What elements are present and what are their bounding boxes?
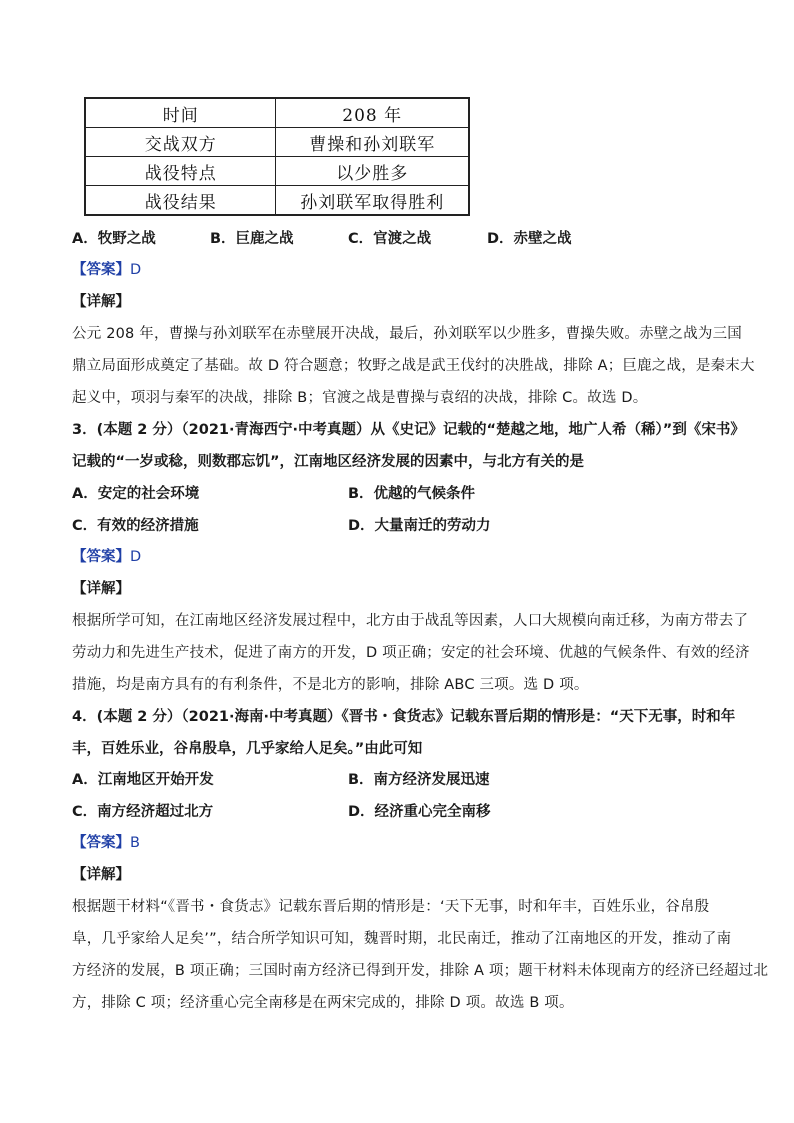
table-row xyxy=(85,157,469,186)
q2-detail-line: 起义中，项羽与秦军的决战，排除 B；官渡之战是曹操与袁绍的决战，排除 C。故选 D。 xyxy=(72,390,648,406)
q2-option-d: D．赤壁之战 xyxy=(487,231,572,247)
q4-option-d: D．经济重心完全南移 xyxy=(348,804,491,820)
table-cell: 时间 xyxy=(85,98,276,128)
q4-option-c: C．南方经济超过北方 xyxy=(72,804,214,820)
q4-detail-line: 方经济的发展，B 项正确；三国时南方经济已得到开发，排除 A 项；题干材料未体现南方的经济已经超过北 xyxy=(72,963,769,979)
q4-stem-line: 丰，百姓乐业，谷帛殷阜，几乎家给人足矣。”由此可知 xyxy=(72,741,423,757)
q2-detail-tag: 【详解】 xyxy=(72,294,130,310)
table-cell: 交战双方 xyxy=(85,128,276,157)
answer-tag: 【答案】 xyxy=(72,262,130,278)
q4-detail-tag: 【详解】 xyxy=(72,867,130,883)
q4-detail-line: 方，排除 C 项；经济重心完全南移是在两宋完成的，排除 D 项。故选 B 项。 xyxy=(72,995,574,1011)
q3-stem-line: 记载的“一岁或稔，则数郡忘饥”，江南地区经济发展的因素中，与北方有关的是 xyxy=(72,454,585,470)
table-cell: 战役结果 xyxy=(85,186,276,216)
answer-tag: 【答案】 xyxy=(72,549,130,565)
answer-tag: 【答案】 xyxy=(72,835,130,851)
q3-option-d: D．大量南迁的劳动力 xyxy=(348,518,491,534)
battle-info-table xyxy=(84,97,470,216)
answer-value: D xyxy=(130,262,142,278)
answer-value: D xyxy=(130,549,142,565)
q3-detail-line: 劳动力和先进生产技术，促进了南方的开发，D 项正确；安定的社会环境、优越的气候条件、有效的经济 xyxy=(72,645,750,661)
table-row xyxy=(85,98,469,128)
q2-option-b: B．巨鹿之战 xyxy=(210,231,294,247)
q3-option-c: C．有效的经济措施 xyxy=(72,518,199,534)
table-cell: 战役特点 xyxy=(85,157,276,186)
table-cell: 孙刘联军取得胜利 xyxy=(276,186,469,216)
q4-stem-line: 4．(本题 2 分）（2021·海南·中考真题）《晋书・食货志》记载东晋后期的情形是：“天下无事，时和年 xyxy=(72,709,736,725)
table-row xyxy=(85,128,469,157)
q4-detail-line: 阜，几乎家给人足矣’”，结合所学知识可知，魏晋时期，北民南迁，推动了江南地区的开发，推动了南 xyxy=(72,931,732,947)
table-cell: 208 年 xyxy=(276,98,469,128)
q2-option-c: C．官渡之战 xyxy=(348,231,432,247)
q3-answer xyxy=(72,547,141,567)
q4-option-a: A．江南地区开始开发 xyxy=(72,772,214,788)
q3-option-a: A．安定的社会环境 xyxy=(72,486,200,502)
q3-detail-line: 根据所学可知，在江南地区经济发展过程中，北方由于战乱等因素，人口大规模向南迁移，为南方带去了 xyxy=(72,613,749,629)
q4-answer xyxy=(72,833,140,853)
q4-option-b: B．南方经济发展迅速 xyxy=(348,772,490,788)
table-cell: 以少胜多 xyxy=(276,157,469,186)
q2-detail-line: 公元 208 年，曹操与孙刘联军在赤壁展开决战，最后，孙刘联军以少胜多，曹操失败。赤壁之战为三国 xyxy=(72,326,742,342)
q2-option-a: A．牧野之战 xyxy=(72,231,156,247)
table-cell: 曹操和孙刘联军 xyxy=(276,128,469,157)
answer-value: B xyxy=(130,835,140,851)
q4-detail-line: 根据题干材料“《晋书・食货志》记载东晋后期的情形是：‘天下无事，时和年丰，百姓乐业，谷帛殷 xyxy=(72,899,710,915)
q2-answer xyxy=(72,260,141,280)
q2-detail-line: 鼎立局面形成奠定了基础。故 D 符合题意；牧野之战是武王伐纣的决胜战，排除 A；巨鹿之战，是秦末大 xyxy=(72,358,755,374)
q3-option-b: B．优越的气候条件 xyxy=(348,486,476,502)
q3-detail-line: 措施，均是南方具有的有利条件，不是北方的影响，排除 ABC 三项。选 D 项。 xyxy=(72,677,589,693)
q3-detail-tag: 【详解】 xyxy=(72,581,130,597)
q3-stem-line: 3．(本题 2 分）（2021·青海西宁·中考真题）从《史记》记载的“楚越之地，地广人希（稀）”到《宋书》 xyxy=(72,422,745,438)
table-row xyxy=(85,186,469,216)
